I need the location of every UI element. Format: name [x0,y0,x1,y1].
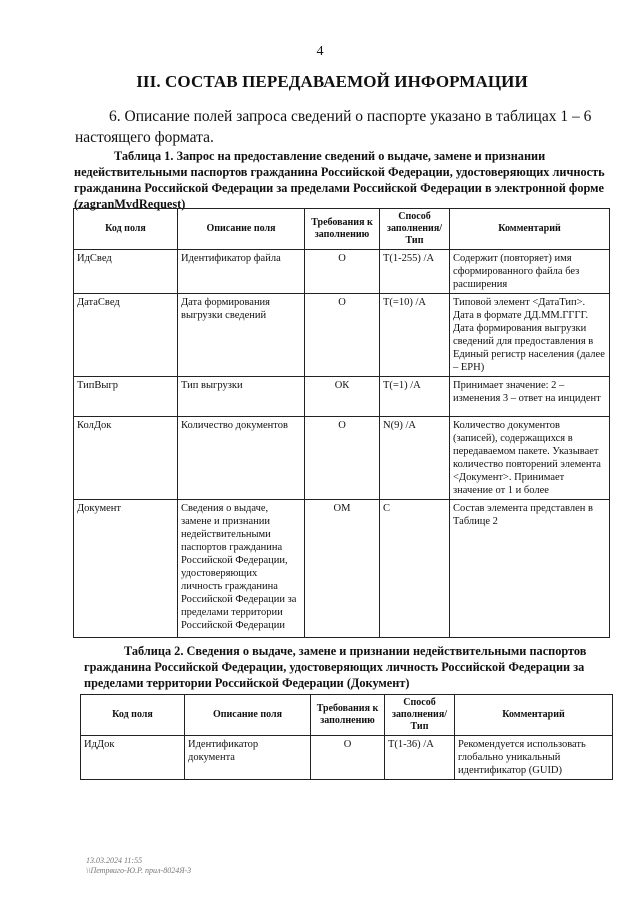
field-requirement: О [305,417,380,500]
field-description: Тип выгрузки [178,377,305,417]
table-row [74,377,610,417]
table-row [74,500,610,638]
header-cell: Способ заполнения/ Тип [380,209,450,250]
field-type: Т(=10) /А [380,294,450,377]
field-code: ДатаСвед [74,294,178,377]
table2-caption: Таблица 2. Сведения о выдаче, замене и признании недействительными паспортов гражданина Российской Федерации, удостоверяющих личность Российской Федерации за пределами территории Российской Федерации (Документ) [84,644,587,690]
fields-table-1 [73,208,610,638]
header-cell: Описание поля [185,695,311,736]
field-comment: Типовой элемент <ДатаТип>. Дата в формате ДД.ММ.ГГГГ. Дата формирования выгрузки сведений для предоставления в Единый регистр населения (далее – ЕРН) [450,294,610,377]
header-cell: Код поля [74,209,178,250]
table-header-row [81,695,613,736]
field-comment: Количество документов (записей), содержащихся в передаваемом пакете. Указывает количество повторений элемента <Документ>. Принимает значение от 1 и более [450,417,610,500]
table-row [74,294,610,377]
field-description: Сведения о выдаче, замене и признании недействительными паспортов гражданина Российской Федерации, удостоверяющих личность гражданина Российской Федерации за пределами территории Российской Федерации [178,500,305,638]
field-code: ТипВыгр [74,377,178,417]
header-cell: Описание поля [178,209,305,250]
field-type: N(9) /А [380,417,450,500]
section-title: III. СОСТАВ ПЕРЕДАВАЕМОЙ ИНФОРМАЦИИ [136,72,528,91]
header-cell: Комментарий [450,209,610,250]
field-type: Т(=1) /А [380,377,450,417]
field-description: Дата формирования выгрузки сведений [178,294,305,377]
field-type: Т(1-255) /А [380,250,450,294]
footer-timestamp: 13.03.2024 11:55 [86,856,143,865]
field-comment: Содержит (повторяет) имя сформированного файла без расширения [450,250,610,294]
field-description: Количество документов [178,417,305,500]
field-comment: Рекомендуется использовать глобально уникальный идентификатор (GUID) [455,736,613,780]
table-header-row [74,209,610,250]
footer-signature: \\Петрвиго-Ю.Р. прил-8024Я-3 [86,866,192,875]
header-cell: Код поля [81,695,185,736]
field-code: КолДок [74,417,178,500]
header-cell: Способ заполнения/ Тип [385,695,455,736]
header-cell: Требования к заполнению [305,209,380,250]
intro-paragraph: 6. Описание полей запроса сведений о паспорте указано в таблицах 1 – 6 настоящего формата. [75,108,592,146]
header-cell: Требования к заполнению [311,695,385,736]
field-type: Т(1-36) /А [385,736,455,780]
footer-stamp [86,856,191,876]
field-requirement: ОК [305,377,380,417]
field-code: Документ [74,500,178,638]
field-code: ИдДок [81,736,185,780]
table1-caption: Таблица 1. Запрос на предоставление сведений о выдаче, замене и признании недействительными паспортов гражданина Российской Федерации, удостоверяющих личность гражданина Российской Федерации за пределами Российской Федерации в электронной форме (zagranMvdRequest) [74,149,605,211]
field-requirement: О [311,736,385,780]
field-comment: Состав элемента представлен в Таблице 2 [450,500,610,638]
page-number: 4 [316,44,324,59]
field-description: Идентификатор документа [185,736,311,780]
field-comment: Принимает значение: 2 – изменения 3 – ответ на инцидент [450,377,610,417]
table-row [74,250,610,294]
fields-table-2 [80,694,613,780]
header-cell: Комментарий [455,695,613,736]
field-requirement: ОМ [305,500,380,638]
field-type: С [380,500,450,638]
table-row [74,417,610,500]
field-code: ИдСвед [74,250,178,294]
field-requirement: О [305,250,380,294]
field-description: Идентификатор файла [178,250,305,294]
field-requirement: О [305,294,380,377]
table-row [81,736,613,780]
